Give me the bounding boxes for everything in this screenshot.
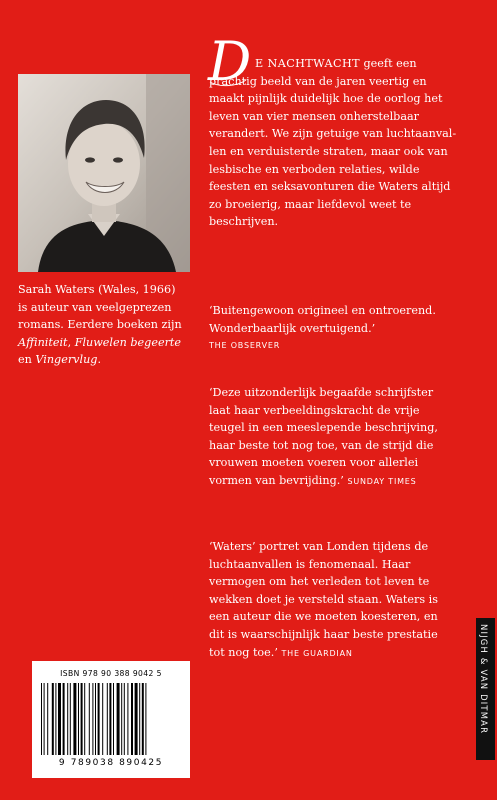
- author-portrait-image: [18, 74, 190, 272]
- barcode-bar: [113, 683, 114, 755]
- barcode-bar: [124, 683, 125, 755]
- barcode-bar: [127, 683, 128, 755]
- barcode-bar: [121, 683, 122, 755]
- review-quote-sunday-times: [209, 384, 479, 491]
- quote-line: teugel in een meeslepende beschrijving,: [209, 421, 438, 435]
- barcode-bar: [47, 683, 48, 755]
- publisher-spine-label: [476, 618, 495, 760]
- quote-line: laat haar verbeeldingskracht de vrije: [209, 403, 420, 417]
- quote-line: wekken doet je versteld staan. Waters is: [209, 592, 438, 606]
- blurb-text: [209, 55, 479, 231]
- blurb-line: beschrijven.: [209, 215, 279, 229]
- barcode-bar: [58, 683, 61, 755]
- bio-line: is auteur van veelgeprezen: [18, 300, 172, 314]
- ean-number: 9 789038 890425: [58, 758, 164, 768]
- quote-line-text: vormen van bevrijding.’: [209, 473, 344, 487]
- blurb-line: prachtig beeld van de jaren veertig en: [209, 74, 427, 88]
- barcode-bar: [63, 683, 65, 755]
- barcode-bar: [81, 683, 83, 755]
- barcode-bar: [73, 683, 76, 755]
- author-photo: [18, 74, 190, 272]
- blurb-line-rest: geeft een: [359, 57, 417, 70]
- barcode-bar: [89, 683, 90, 755]
- barcode-bar: [131, 683, 133, 755]
- publisher-name: NIJGH & VAN DITMAR: [479, 624, 489, 735]
- quote-line: haar beste tot nog toe, van de strijd die: [209, 438, 434, 452]
- quote-line: dit is waarschijnlijk haar beste prestatie: [209, 627, 438, 641]
- barcode-bar: [95, 683, 96, 755]
- quote-line: ‘Waters’ portret van Londen tijdens de: [209, 540, 429, 553]
- barcode-bar: [52, 683, 54, 755]
- barcode-bar: [102, 683, 103, 755]
- barcode-bar: [142, 683, 144, 755]
- blurb-line: maakt pijnlijk duidelijk hoe de oorlog het: [209, 92, 443, 106]
- bio-separator: ,: [67, 335, 75, 349]
- quote-source: SUNDAY TIMES: [347, 476, 417, 486]
- quote-line: Wonderbaarlijk overtuigend.’: [209, 321, 376, 335]
- barcode-bar: [41, 683, 42, 755]
- author-biography: [18, 281, 198, 369]
- bio-line: Sarah Waters (Wales, 1966): [18, 283, 176, 296]
- quote-line: [209, 472, 479, 491]
- blurb-line: len en verduisterde straten, maar ook van: [209, 144, 448, 158]
- quote-line: luchtaanvallen is fenomenaal. Haar: [209, 557, 411, 571]
- book-title: E NACHTWACHT: [255, 57, 360, 70]
- book-title-affiniteit: Affiniteit: [18, 335, 68, 349]
- barcode-bar: [139, 683, 140, 755]
- barcode-bar: [70, 683, 71, 755]
- bio-line: [18, 334, 198, 352]
- barcode-bar: [44, 683, 45, 755]
- blurb-line: feesten en seksavonturen die Waters altijd: [209, 180, 451, 194]
- isbn-barcode: [32, 661, 190, 778]
- barcode-bar: [109, 683, 111, 755]
- barcode-bar: [135, 683, 138, 755]
- blurb-line: verandert. We zijn getuige van luchtaanval-: [209, 127, 457, 141]
- review-quote-observer: [209, 302, 479, 355]
- book-title-fluwelen-begeerte: Fluwelen begeerte: [74, 335, 182, 349]
- book-title-vingervlug: Vingervlug: [35, 353, 98, 367]
- barcode-bar: [145, 683, 146, 755]
- quote-line: ‘Buitengewoon origineel en ontroerend.: [209, 304, 436, 317]
- barcode-bar: [84, 683, 85, 755]
- barcode-bar: [78, 683, 79, 755]
- isbn-number: ISBN 978 90 388 9042 5: [60, 669, 162, 678]
- bio-period: .: [97, 353, 102, 367]
- blurb-first-line: [209, 55, 417, 73]
- blurb-line: zo broeierig, maar liefdevol weet te: [209, 197, 412, 211]
- barcode-bar: [98, 683, 100, 755]
- quote-line: vermogen om het verleden tot leven te: [209, 575, 430, 589]
- quote-line: vrouwen moeten voeren voor allerlei: [209, 456, 419, 470]
- barcode-bar: [67, 683, 68, 755]
- blurb-line: leven van vier mensen onherstelbaar: [209, 109, 420, 123]
- initial-letter: D: [208, 32, 252, 90]
- review-quote-guardian: [209, 538, 479, 662]
- quote-source: THE GUARDIAN: [281, 648, 353, 658]
- quote-line: ‘Deze uitzonderlijk begaafde schrijfster: [209, 386, 434, 399]
- quote-line: [209, 644, 479, 663]
- bio-conjunction: en: [18, 353, 36, 367]
- barcode-bar: [117, 683, 120, 755]
- quote-line: een auteur die we moeten koesteren, en: [209, 610, 438, 624]
- barcode-bar: [107, 683, 108, 755]
- quote-source: THE OBSERVER: [209, 341, 281, 351]
- bio-line: romans. Eerdere boeken zijn: [18, 318, 182, 332]
- barcode-bar: [92, 683, 93, 755]
- barcode-bar: [55, 683, 56, 755]
- bio-line: [18, 351, 198, 369]
- quote-line-text: tot nog toe.’: [209, 645, 278, 659]
- barcode-bars: [41, 683, 181, 755]
- blurb-line: lesbische en verboden relaties, wilde: [209, 162, 420, 176]
